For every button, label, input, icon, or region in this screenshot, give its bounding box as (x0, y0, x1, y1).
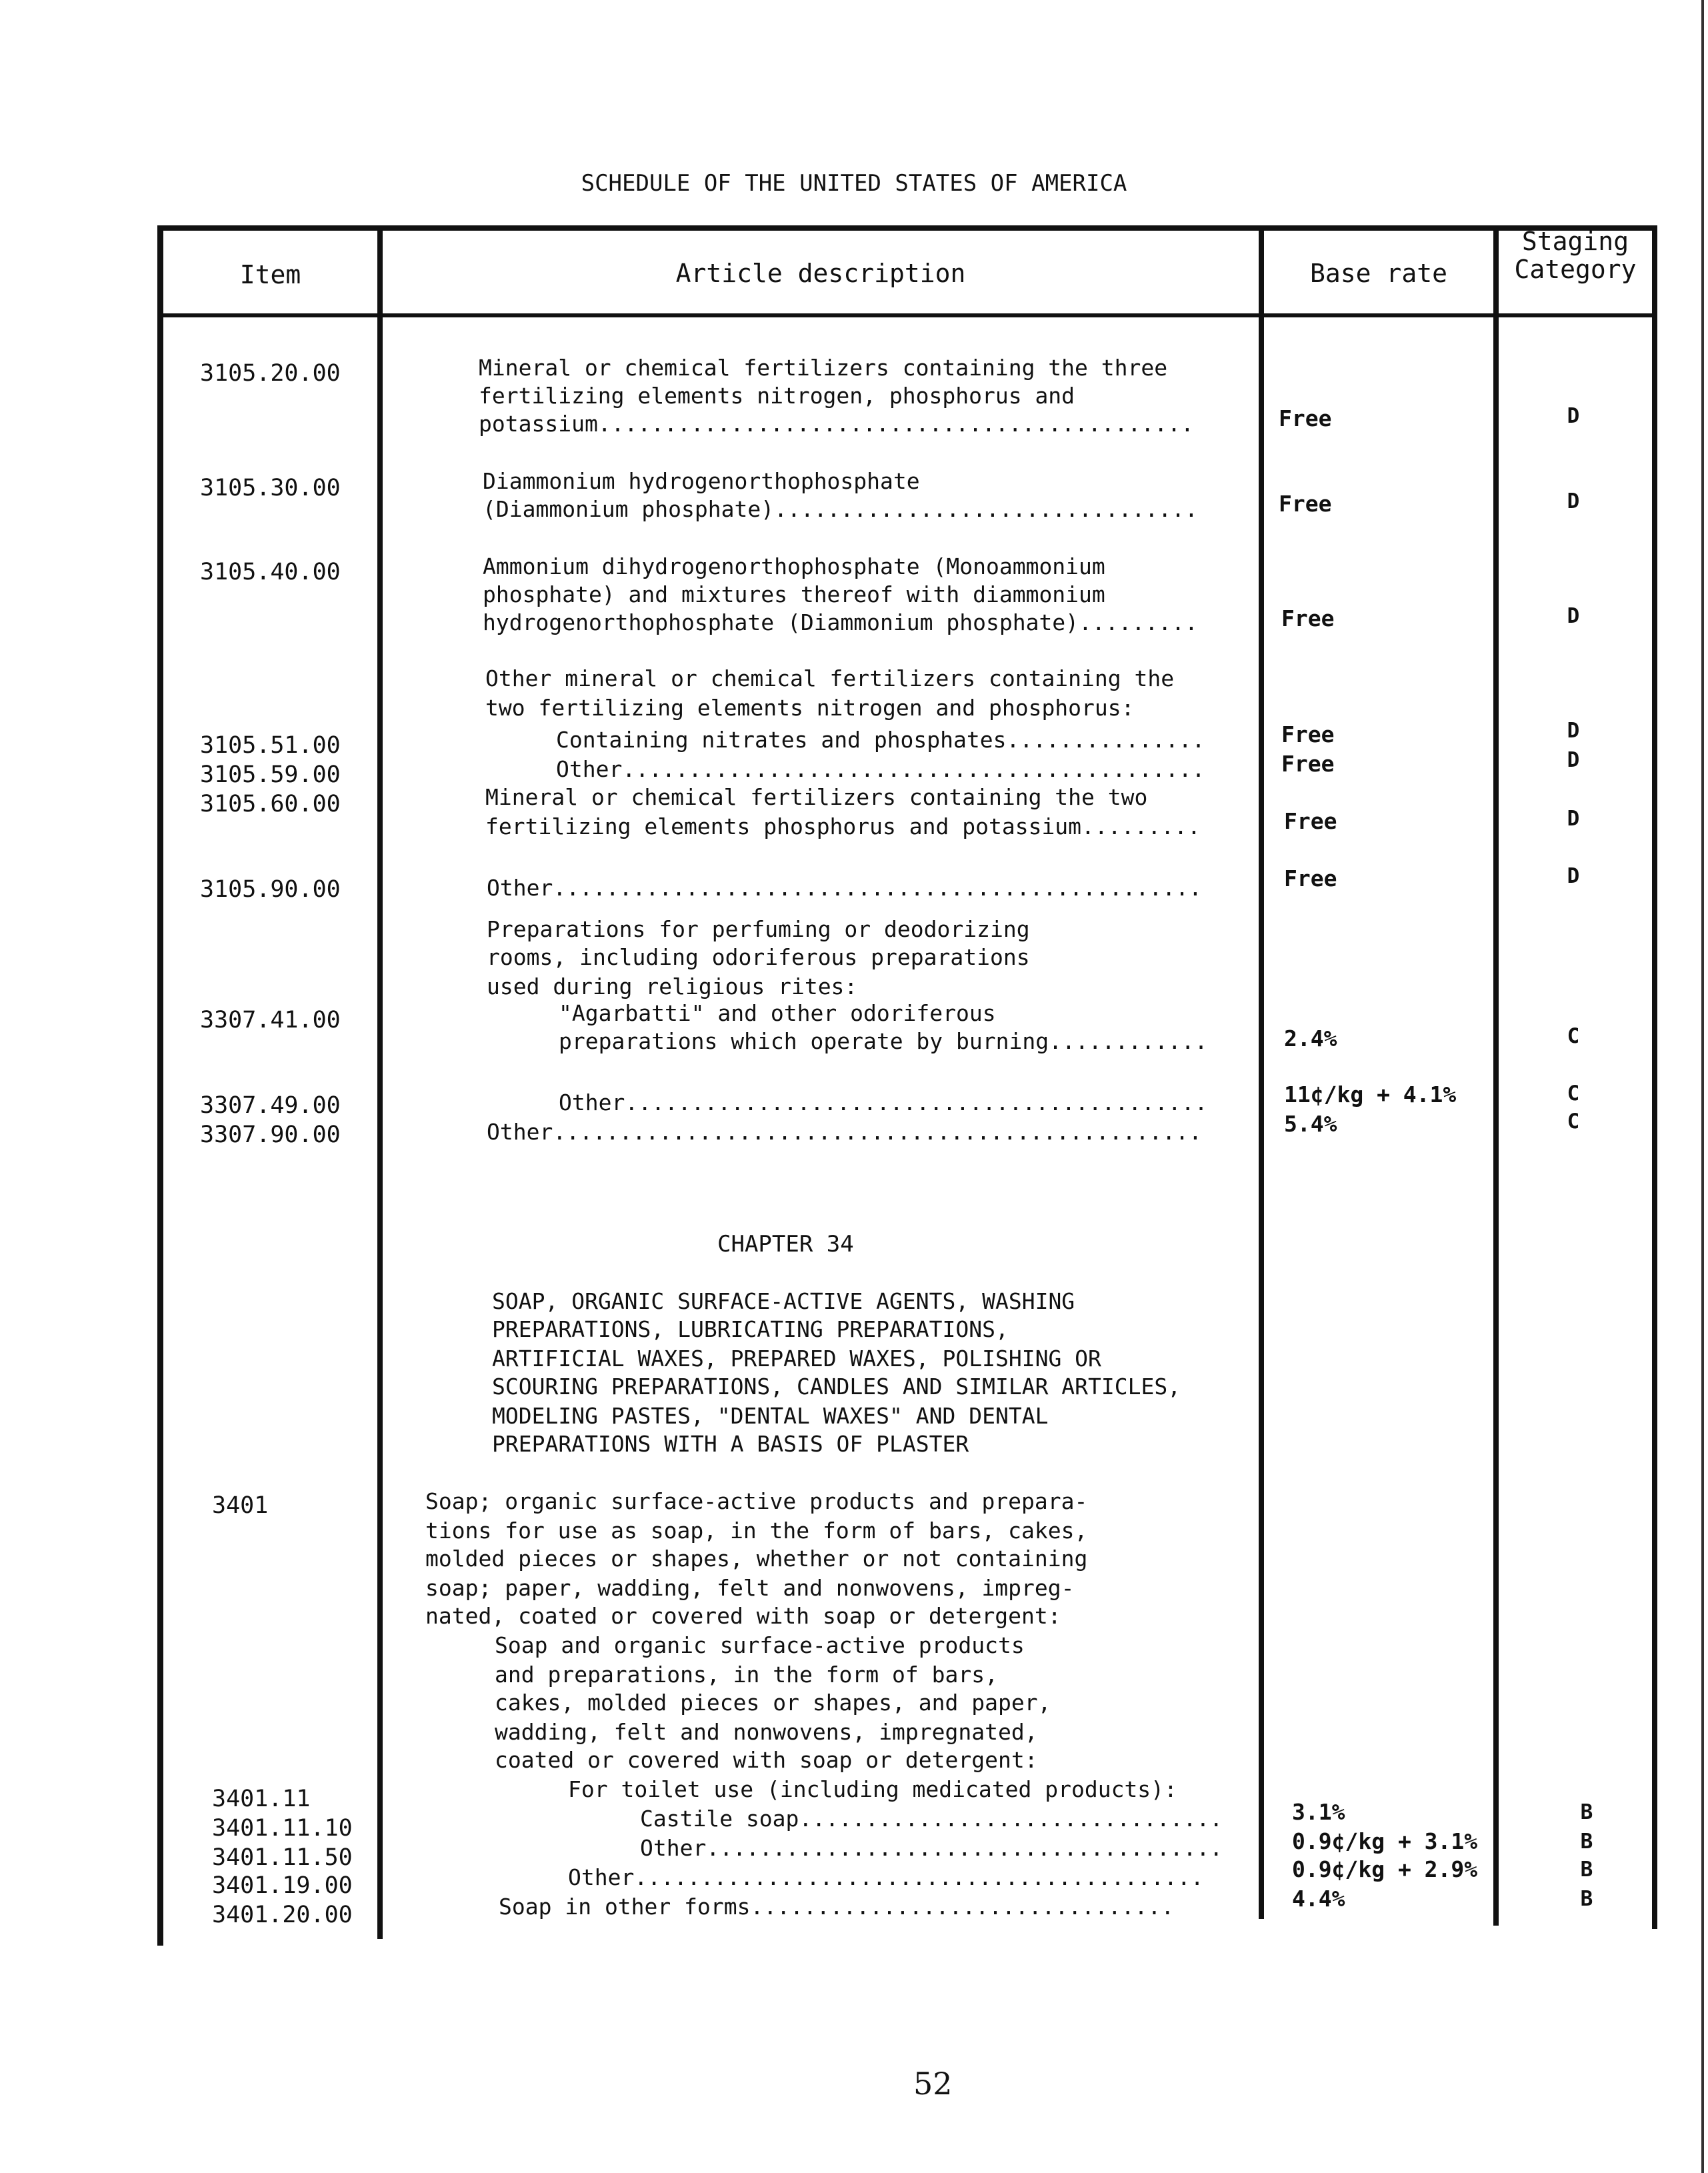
base-rate: Free (1281, 721, 1335, 747)
item-code: 3105.90.00 (200, 876, 341, 903)
description-line: phosphate) and mixtures thereof with diammonium (483, 581, 1105, 607)
item-code: 3401 (212, 1492, 269, 1519)
table-left-border (157, 225, 163, 1946)
header-staging-2: Category (1514, 255, 1637, 284)
header-base-rate: Base rate (1310, 259, 1447, 288)
description-line: Preparations for perfuming or deodorizing (487, 916, 1030, 942)
item-code: 3401.11.50 (212, 1844, 353, 1871)
description-line: For toilet use (including medicated products): (568, 1776, 1177, 1802)
description-line: (Diammonium phosphate)................................ (483, 496, 1198, 522)
header-description: Article description (675, 259, 966, 288)
staging-category: D (1567, 719, 1580, 743)
description-line: Other............................................ (559, 1090, 1208, 1116)
item-code: 3401.11 (212, 1786, 311, 1812)
base-rate: Free (1279, 491, 1332, 517)
description-line: and preparations, in the form of bars, (495, 1662, 998, 1688)
base-rate: 11¢/kg + 4.1% (1284, 1081, 1457, 1108)
base-rate: Free (1284, 865, 1337, 891)
col-divider-description (1259, 225, 1264, 1919)
description-line: Other........................................... (568, 1864, 1204, 1890)
header-staging-1: Staging (1521, 227, 1629, 256)
chapter-title-line: MODELING PASTES, "DENTAL WAXES" AND DENTAL (492, 1403, 1049, 1429)
scan-edge-line (1701, 0, 1704, 2173)
description-line: Diammonium hydrogenorthophosphate (483, 468, 920, 494)
description-line: Other....................................... (640, 1835, 1223, 1861)
description-line: molded pieces or shapes, whether or not containing (425, 1546, 1088, 1572)
base-rate: Free (1279, 405, 1332, 431)
item-code: 3401.11.10 (212, 1815, 353, 1842)
description-line: tions for use as soap, in the form of bars, cakes, (425, 1518, 1088, 1544)
description-line: Mineral or chemical fertilizers containing the two (485, 784, 1148, 810)
staging-category: B (1580, 1887, 1593, 1911)
description-line: Soap; organic surface-active products and prepara- (425, 1488, 1088, 1514)
description-line: wadding, felt and nonwovens, impregnated, (495, 1719, 1038, 1745)
chapter-title-line: ARTIFICIAL WAXES, PREPARED WAXES, POLISHING OR (492, 1346, 1101, 1372)
chapter-title-line: SCOURING PREPARATIONS, CANDLES AND SIMILAR ARTICLES, (492, 1374, 1181, 1400)
base-rate: 0.9¢/kg + 3.1% (1292, 1828, 1478, 1854)
description-line: "Agarbatti" and other odoriferous (559, 1000, 996, 1026)
staging-category: D (1567, 489, 1580, 513)
table-right-border (1652, 225, 1657, 1929)
staging-category: D (1567, 604, 1580, 628)
description-line: fertilizing elements phosphorus and potassium......... (485, 813, 1201, 839)
description-line: used during religious rites: (487, 973, 858, 999)
col-divider-item (377, 225, 383, 1939)
chapter-title-line: PREPARATIONS, LUBRICATING PREPARATIONS, (492, 1316, 1009, 1342)
col-divider-rate (1493, 225, 1499, 1926)
description-line: two fertilizing elements nitrogen and phosphorus: (485, 695, 1135, 721)
chapter-title-line: SOAP, ORGANIC SURFACE-ACTIVE AGENTS, WASHING (492, 1288, 1075, 1314)
base-rate: Free (1281, 605, 1335, 631)
page-title: SCHEDULE OF THE UNITED STATES OF AMERICA (581, 170, 1127, 197)
description-line: coated or covered with soap or detergent: (495, 1747, 1038, 1773)
staging-category: D (1567, 404, 1580, 428)
staging-category: D (1567, 748, 1580, 772)
description-line: hydrogenorthophosphate (Diammonium phosphate)......... (483, 609, 1198, 635)
staging-category: D (1567, 807, 1580, 831)
item-code: 3307.41.00 (200, 1007, 341, 1033)
description-line: fertilizing elements nitrogen, phosphorus and (479, 383, 1075, 409)
base-rate: 2.4% (1284, 1025, 1337, 1051)
item-code: 3105.60.00 (200, 791, 341, 817)
description-line: Ammonium dihydrogenorthophosphate (Monoammonium (483, 553, 1105, 579)
staging-category: C (1567, 1081, 1580, 1106)
description-line: Mineral or chemical fertilizers containing the three (479, 355, 1168, 381)
item-code: 3105.40.00 (200, 559, 341, 585)
chapter-heading: CHAPTER 34 (717, 1231, 854, 1258)
item-code: 3105.30.00 (200, 475, 341, 501)
description-line: Soap in other forms................................ (499, 1894, 1175, 1920)
description-line: Other mineral or chemical fertilizers containing the (485, 665, 1175, 691)
chapter-title-line: PREPARATIONS WITH A BASIS OF PLASTER (492, 1431, 969, 1457)
description-line: Containing nitrates and phosphates............... (556, 727, 1205, 753)
header-item: Item (239, 260, 301, 289)
item-code: 3105.51.00 (200, 732, 341, 759)
description-line: soap; paper, wadding, felt and nonwovens, impreg- (425, 1575, 1075, 1601)
description-line: cakes, molded pieces or shapes, and paper, (495, 1690, 1051, 1716)
base-rate: 0.9¢/kg + 2.9% (1292, 1856, 1478, 1882)
description-line: Other................................................. (487, 1119, 1202, 1145)
description-line: Soap and organic surface-active products (495, 1632, 1025, 1658)
description-line: Other............................................ (556, 756, 1205, 782)
base-rate: Free (1284, 808, 1337, 834)
description-line: preparations which operate by burning............ (559, 1028, 1208, 1054)
item-code: 3401.20.00 (212, 1902, 353, 1928)
item-code: 3307.90.00 (200, 1122, 341, 1148)
description-line: rooms, including odoriferous preparations (487, 944, 1030, 970)
staging-category: B (1580, 1830, 1593, 1854)
item-code: 3307.49.00 (200, 1092, 341, 1119)
item-code: 3401.19.00 (212, 1872, 353, 1899)
item-code: 3105.20.00 (200, 360, 341, 387)
description-line: Castile soap................................ (640, 1806, 1223, 1832)
base-rate: 3.1% (1292, 1799, 1345, 1825)
description-line: Other................................................. (487, 875, 1202, 901)
staging-category: B (1580, 1800, 1593, 1824)
staging-category: B (1580, 1858, 1593, 1882)
description-line: nated, coated or covered with soap or detergent: (425, 1603, 1061, 1629)
base-rate: 5.4% (1284, 1111, 1337, 1137)
staging-category: D (1567, 864, 1580, 888)
base-rate: 4.4% (1292, 1886, 1345, 1912)
staging-category: C (1567, 1024, 1580, 1048)
base-rate: Free (1281, 751, 1335, 777)
page-number: 52 (913, 2066, 953, 2102)
item-code: 3105.59.00 (200, 761, 341, 788)
staging-category: C (1567, 1110, 1580, 1134)
description-line: potassium............................................. (479, 411, 1194, 437)
